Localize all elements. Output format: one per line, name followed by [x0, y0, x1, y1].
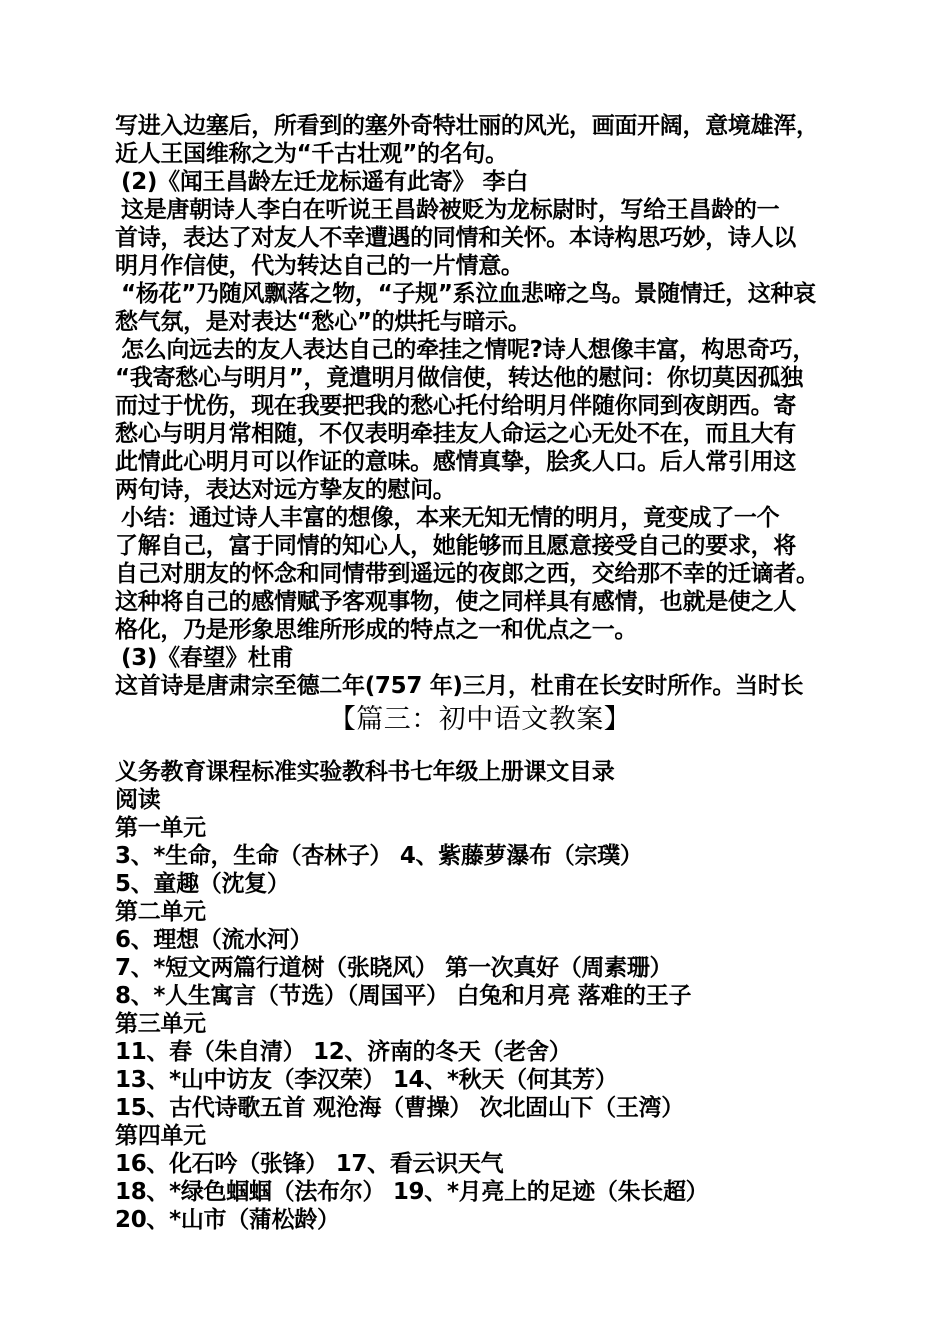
toc-entry: 8、*人生寓言（节选）（周国平） 白兔和月亮 落难的王子	[115, 983, 692, 1009]
toc-entry: 13、*山中访友（李汉荣） 14、*秋天（何其芳）	[115, 1067, 618, 1093]
section-heading: 【篇三：初中语文教案】	[328, 704, 632, 735]
text-line: 两句诗，表达对远方挚友的慰问。	[115, 477, 456, 503]
toc-unit-heading: 第二单元	[115, 899, 206, 925]
poem-title-line: (3)《春望》杜甫	[121, 645, 294, 671]
toc-unit-heading: 第三单元	[115, 1011, 206, 1037]
text-line: 这种将自己的感情赋予客观事物，使之同样具有感情，也就是使之人	[115, 589, 797, 615]
document-body	[115, 112, 845, 1234]
text-line: 这是唐朝诗人李白在听说王昌龄被贬为龙标尉时，写给王昌龄的一	[121, 197, 780, 223]
text-line: 近人王国维称之为“千古壮观”的名句。	[115, 141, 508, 167]
text-line: 写进入边塞后，所看到的塞外奇特壮丽的风光，画面开阔，意境雄浑，	[115, 113, 819, 139]
text-line: 愁心与明月常相随，不仅表明牵挂友人命运之心无处不在，而且大有	[115, 421, 797, 447]
text-line: 首诗，表达了对友人不幸遭遇的同情和关怀。本诗构思巧妙，诗人以	[115, 225, 797, 251]
toc-entry: 18、*绿色蝈蝈（法布尔） 19、*月亮上的足迹（朱长超）	[115, 1179, 709, 1205]
text-line: 格化，乃是形象思维所形成的特点之一和优点之一。	[115, 617, 638, 643]
text-line: 了解自己，富于同情的知心人，她能够而且愿意接受自己的要求，将	[115, 533, 797, 559]
text-line: 这首诗是唐肃宗至德二年(757 年)三月，杜甫在长安时所作。当时长	[115, 673, 804, 699]
toc-entry: 3、*生命，生命（杏林子） 4、紫藤萝瀑布（宗璞）	[115, 843, 643, 869]
text-line: 明月作信使，代为转达自己的一片情意。	[115, 253, 524, 279]
poem-title-line: (2)《闻王昌龄左迁龙标遥有此寄》 李白	[121, 169, 529, 195]
toc-entry: 7、*短文两篇行道树（张晓风） 第一次真好（周素珊）	[115, 955, 673, 981]
text-line: 而过于忧伤，现在我要把我的愁心托付给明月伴随你同到夜朗西。寄	[115, 393, 797, 419]
text-line: 怎么向远去的友人表达自己的牵挂之情呢?诗人想像丰富，构思奇巧，	[121, 337, 816, 363]
text-line: 此情此心明月可以作证的意味。感情真挚，脍炙人口。后人常引用这	[115, 449, 797, 475]
toc-entry: 15、古代诗歌五首 观沧海（曹操） 次北固山下（王湾）	[115, 1095, 684, 1121]
toc-entry: 5、童趣（沈复）	[115, 871, 290, 897]
toc-unit-heading: 第一单元	[115, 815, 206, 841]
toc-entry: 11、春（朱自清） 12、济南的冬天（老舍）	[115, 1039, 572, 1065]
text-line: 自己对朋友的怀念和同情带到遥远的夜郎之西，交给那不幸的迁谪者。	[115, 561, 819, 587]
text-line: 愁气氛，是对表达“愁心”的烘托与暗示。	[115, 309, 531, 335]
toc-entry: 6、理想（流水河）	[115, 927, 313, 953]
toc-entry: 16、化石吟（张锋） 17、看云识天气	[115, 1151, 504, 1177]
summary-line: 小结：通过诗人丰富的想像，本来无知无情的明月，竟变成了一个	[121, 505, 780, 531]
text-line: “我寄愁心与明月”，竟遣明月做信使，转达他的慰问：你切莫因孤独	[115, 365, 803, 391]
toc-entry: 20、*山市（蒲松龄）	[115, 1207, 340, 1233]
toc-title: 义务教育课程标准实验教科书七年级上册课文目录	[115, 759, 615, 785]
toc-unit-heading: 第四单元	[115, 1123, 206, 1149]
text-line: “杨花”乃随风飘落之物，“子规”系泣血悲啼之鸟。景随情迁，这种哀	[121, 281, 816, 307]
toc-category: 阅读	[115, 787, 161, 813]
